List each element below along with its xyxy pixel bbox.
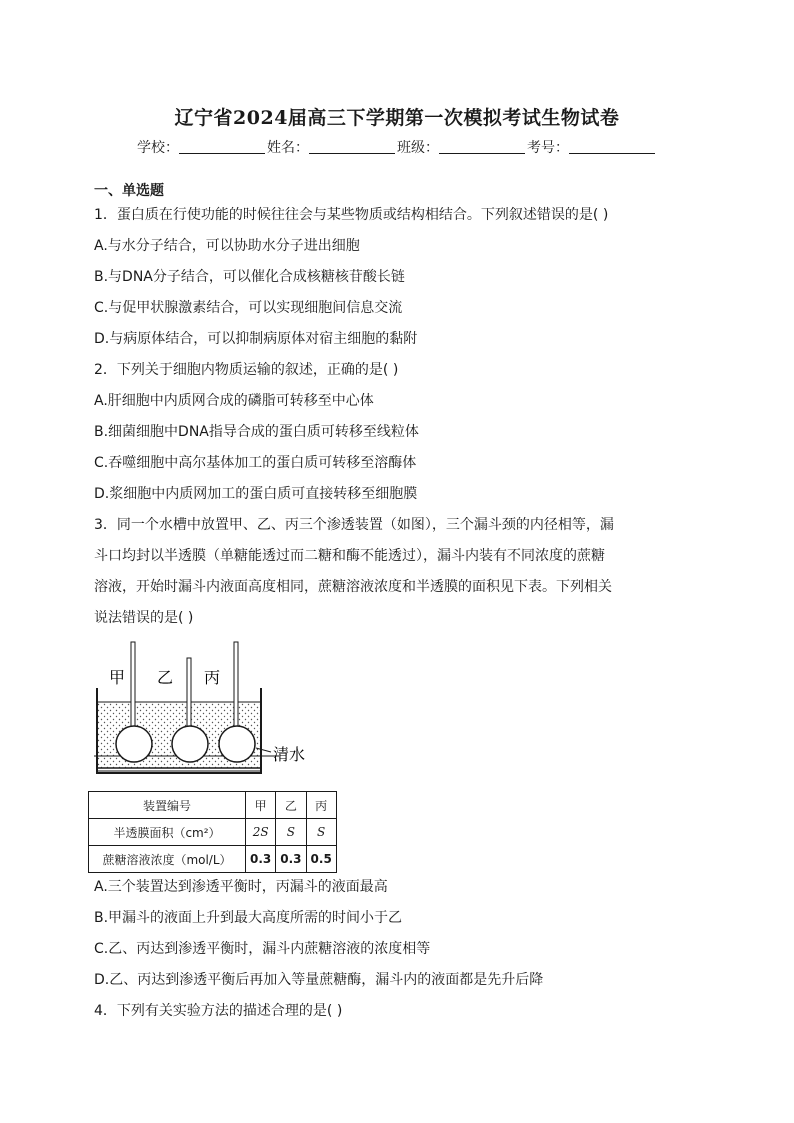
table-row — [89, 846, 337, 873]
table-cell: 0.3 — [276, 846, 306, 873]
table-row-label: 半透膜面积（cm²） — [89, 819, 246, 846]
table-cell: 0.5 — [306, 846, 336, 873]
q4-stem: 4．下列有关实验方法的描述合理的是( ) — [94, 1003, 343, 1019]
paper-title: 辽宁省2024届高三下学期第一次模拟考试生物试卷 — [174, 107, 620, 129]
table-header-cell: 丙 — [306, 792, 336, 819]
q3-data-table — [88, 791, 337, 873]
class-field — [397, 137, 527, 157]
q3-option-d: D.乙、丙达到渗透平衡后再加入等量蔗糖酶，漏斗内的液面都是先升后降 — [94, 972, 544, 988]
q3-option-b: B.甲漏斗的液面上升到最大高度所需的时间小于乙 — [94, 910, 403, 926]
osmosis-apparatus-drawing — [94, 640, 324, 790]
funnel-bulb-jia — [116, 726, 152, 762]
class-label: 班级： — [397, 140, 439, 156]
table-header-cell: 装置编号 — [89, 792, 246, 819]
q3-stem-line-2: 斗口均封以半透膜（单糖能透过而二糖和酶不能透过），漏斗内装有不同浓度的蔗糖 — [94, 548, 605, 564]
name-field — [267, 137, 397, 157]
q3-option-c: C.乙、丙达到渗透平衡时，漏斗内蔗糖溶液的浓度相等 — [94, 941, 431, 957]
exam-number-label: 考号： — [527, 140, 569, 156]
q3-option-a: A.三个装置达到渗透平衡时，丙漏斗的液面最高 — [94, 879, 388, 895]
q1-stem: 1．蛋白质在行使功能的时候往往会与某些物质或结构相结合。下列叙述错误的是( ) — [94, 207, 609, 223]
q2-option-a: A.肝细胞中内质网合成的磷脂可转移至中心体 — [94, 393, 374, 409]
table-row-label: 蔗糖溶液浓度（mol/L） — [89, 846, 246, 873]
label-water: 清水 — [273, 745, 306, 764]
funnel-neck-bing — [234, 642, 238, 727]
name-label: 姓名： — [267, 140, 309, 156]
section-heading: 一、单选题 — [94, 183, 164, 199]
q2-stem: 2．下列关于细胞内物质运输的叙述，正确的是( ) — [94, 362, 399, 378]
q2-option-d: D.浆细胞中内质网加工的蛋白质可直接转移至细胞膜 — [94, 486, 418, 502]
exam-number-blank[interactable] — [569, 139, 655, 154]
table-row — [89, 792, 337, 819]
q1-option-b: B.与DNA分子结合，可以催化合成核糖核苷酸长链 — [94, 269, 405, 285]
table-cell: 2S — [246, 819, 276, 846]
q1-option-a: A.与水分子结合，可以协助水分子进出细胞 — [94, 238, 360, 254]
label-bing: 丙 — [204, 668, 221, 687]
funnel-bulb-bing — [219, 726, 255, 762]
q3-stem-line-4: 说法错误的是( ) — [94, 610, 194, 626]
exam-number-field — [527, 137, 657, 157]
funnel-bulb-yi — [172, 726, 208, 762]
table-cell: S — [276, 819, 306, 846]
label-yi: 乙 — [157, 668, 174, 687]
table-header-cell: 甲 — [246, 792, 276, 819]
q2-option-b: B.细菌细胞中DNA指导合成的蛋白质可转移至线粒体 — [94, 424, 419, 440]
q1-option-c: C.与促甲状腺激素结合，可以实现细胞间信息交流 — [94, 300, 403, 316]
school-blank[interactable] — [179, 139, 265, 154]
school-label: 学校： — [137, 140, 179, 156]
table-row — [89, 819, 337, 846]
table-cell: 0.3 — [246, 846, 276, 873]
osmosis-apparatus-figure — [94, 640, 324, 790]
school-field — [137, 137, 267, 157]
table-cell: S — [306, 819, 336, 846]
q3-stem-line-1: 3．同一个水槽中放置甲、乙、丙三个渗透装置（如图），三个漏斗颈的内径相等，漏 — [94, 517, 614, 533]
class-blank[interactable] — [439, 139, 525, 154]
label-jia: 甲 — [109, 668, 126, 687]
funnel-neck-yi — [187, 658, 191, 727]
q3-stem-line-3: 溶液，开始时漏斗内液面高度相同，蔗糖溶液浓度和半透膜的面积见下表。下列相关 — [94, 579, 612, 595]
q2-option-c: C.吞噬细胞中高尔基体加工的蛋白质可转移至溶酶体 — [94, 455, 417, 471]
table-header-cell: 乙 — [276, 792, 306, 819]
q1-option-d: D.与病原体结合，可以抑制病原体对宿主细胞的黏附 — [94, 331, 418, 347]
name-blank[interactable] — [309, 139, 395, 154]
funnel-neck-jia — [131, 642, 135, 727]
student-info-row — [0, 137, 794, 157]
